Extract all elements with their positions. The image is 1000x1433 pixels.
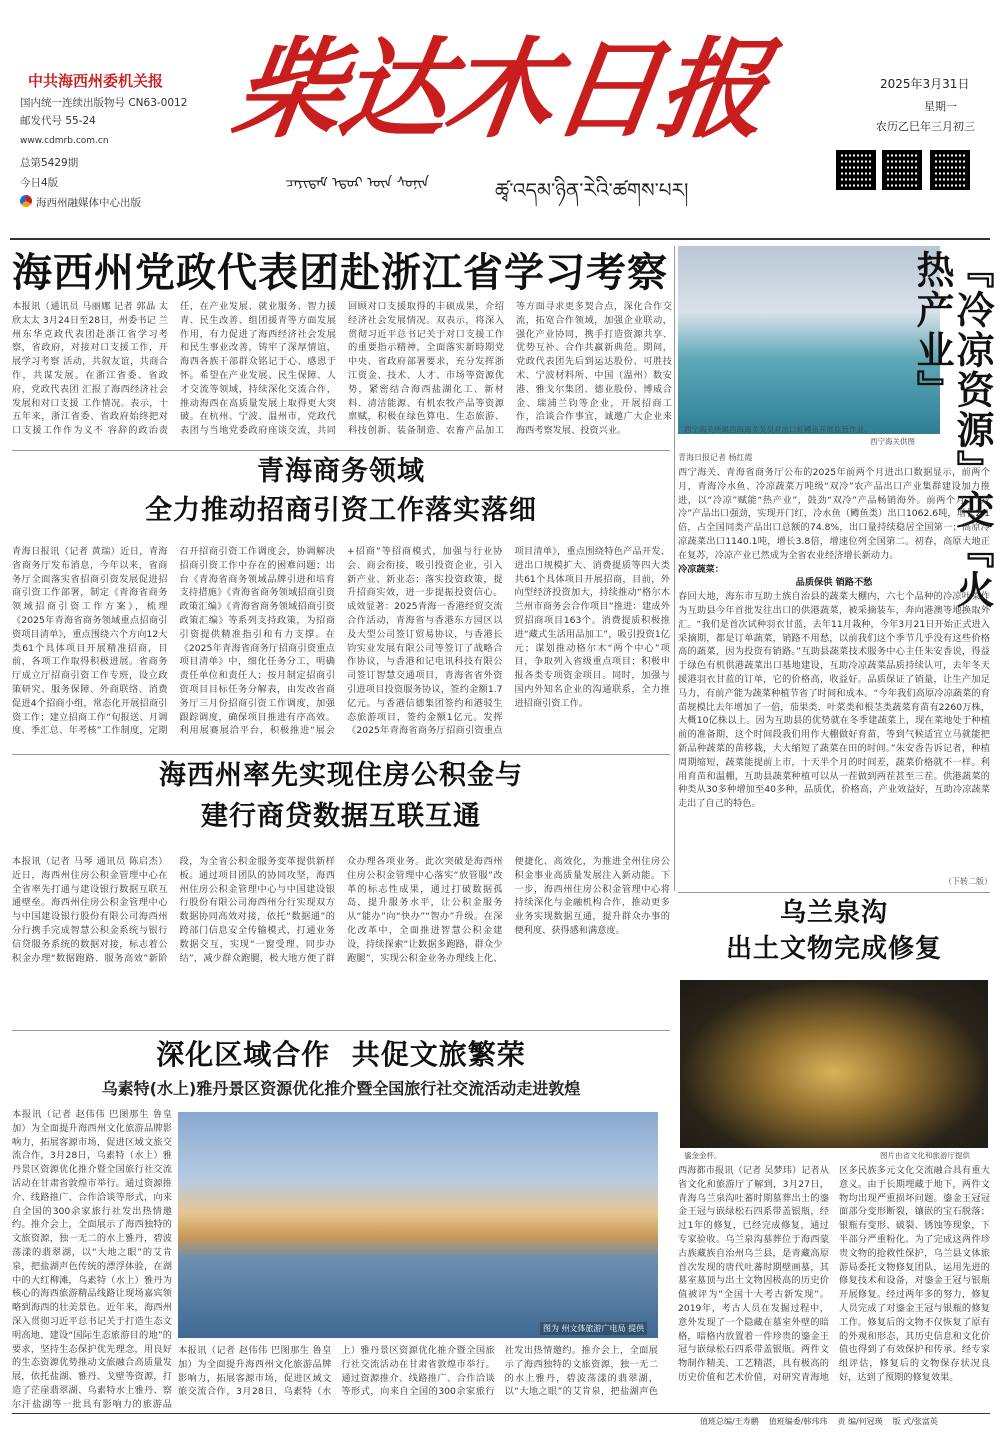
article3-headline-line2: 建行商贷数据互联互通 [201, 801, 481, 832]
qr-code-icon [836, 150, 876, 190]
article4-subheadline: 乌素特(水上)雅丹景区资源优化推介暨全国旅行社交流活动走进敦煌 [101, 1079, 581, 1098]
qr-code-icon [930, 150, 970, 190]
publisher: 海西州融媒体中心出版 [36, 197, 141, 209]
article4-headline: 深化区域合作 共促文旅繁荣 [156, 1038, 526, 1071]
photo2-credit: 图为 州文体旅游广电局 提供 [540, 1322, 647, 1335]
footer-editor-responsible: 责 编/何冠瑛 [837, 1417, 883, 1426]
col-divider [674, 246, 675, 891]
article1-headline: 海西州党政代表团赴浙江省学习考察 [12, 249, 668, 296]
tibetan-title: ཚྭ་འདམ་ཉིན་རེའི་ཚགས་པར། [495, 178, 689, 202]
website: www.cdmrb.com.cn [20, 136, 109, 146]
article5-body: 西海都市报讯（记者 吴梦玮）记者从省文化和旅游厅了解到，3月27日，青海乌兰泉沟吐蕃时期墓葬出土的鎏金王冠与嵌绿松石四系带盖银瓶，经过1年的修复，已经完成修复，通过专家验收。乌兰泉沟墓葬位于海西蒙古族藏族自治州乌兰县，是青藏高原首次发现的唐代吐蕃时期壁画墓，其墓室墓顶与出土文物因极高的历史价值被评为“全国十大考古新发现”。2019年，考古人员在发掘过程中，意外发现了一个隐藏在墓室外壁的暗格，暗格内放置着一件珍贵的鎏金王冠与嵌绿松石四系带盖银瓶。两件文物制作精美、工艺精湛，具有极高的历史价值和艺术价值，对研究青海地区多民族多元文化交流融合具有重大意义。由于长期埋藏于地下，两件文物均出现严重损坏问题。鎏金王冠冠面部分变形断裂，镶嵌的宝石脱落；银瓶有变形、破裂、锈蚀等现象，下半部分严重粉化。为了完成这两件珍贵文物的抢救性保护，乌兰县文体旅游局委托文物修复团队，运用先进的修复技术和设备，对鎏金王冠与银瓶开展修复。经过两年多的努力，修复人员完成了对鎏金王冠与银瓶的修复工作。修复后的文物不仅恢复了原有的外观和形态，其历史信息和文化价值也得到了有效保护和传承。经专家组评估，修复后的文物保存状况良好，达到了预期的修复效果。 [678, 1165, 990, 1383]
weekday: 星期一 [924, 100, 957, 113]
customs-photo [678, 246, 940, 434]
article3-headline-line1: 海西州率先实现住房公积金与 [159, 760, 523, 791]
qr-code-icon [882, 150, 922, 190]
coldwater-body [678, 466, 990, 876]
article2-body: 青海日报讯（记者 黄瑞）近日，青海省商务厅发布消息，今年以来，省商务厅全面落实省招商引资发展促进招商引资工作部署，制定《青海省商务领域招商引资工作方案》，梳理《2025年青海省商务领域重点招商引资项目清单》，重点围绕六个方向12大类61个具体项目开展精准招商，目前，各项工作取得积极进展。省商务厅成立厅招商引资工作专班，设立政策研究、服务保障、外商联络、消费促进4个招商小组，常态化开展招商引资工作；建立招商工作“旬报送、月调度、季汇总、年考核”工作制度，定期召开招商引资工作调度会，协调解决招商引资工作中存在的困难问题；出台《青海省商务领域品牌引进和培育支持措施》《青海省商务领域招商引资政策汇编》《青海省商务领域招商引资政策汇编》等系列支持政策，为招商引资提供精准指引和有力支撑。在《2025年青海省商务厅招商引资重点项目清单》中，细化任务分工，明确责任单位和责任人；按月制定招商引资项目目标任务分解表，由发改省商务厅三月份招商引资工作调度，加强跟踪调度，确保项目推进有序高效。利用展赛展洽平台，积极推进“展会+招商”等招商模式，加强与行业协会、商会衔接，吸引投资企业，引入新产业、新业态；落实投资政策，提升招商实效，进一步提振投资信心。成效显著：2025青海一香港经贸交流合作活动，青海省与香港东方园区以及大型公司签订贸易协议，与香港长钧实业发展有限公司等签订了战略合作协议，与香港和记电讯科技有限公司签订智慧交通项目，青海省省外资引进项目投资服务协议，签约金额1.7亿元。与香港信德集团签约和港驳生态旅游项目，签约金额1亿元。发挥《2025年青海省商务厅招商引资重点项目清单》，重点围绕特色产品开发、进出口规模扩大、消费提质等四大类共61个具体项目开展招商，目前，外向型经济投资加大，持续推动“格尔木兰州市商务会合作项目”推进：建成外贸招商项目163个。消费提质积极推进“藏式生活用品加工”，吸引投资1亿元；谋划推动格尔木“两个中心”项目，争取列入省级重点项目；积极申报各类专项资金项目。同时，加强与国内外知名企业的沟通联系，全力推进招商引资工作。 [12, 546, 670, 737]
footer-divider [12, 1413, 990, 1414]
coldwater-intro: 西宁海关、青海省商务厅公布的2025年前两个月进出口数据显示，前两个月，青海冷水鱼、冷凉蔬菜万吨级“双冷”农产品出口产业集群建设加力推进，以“冷凉”赋能“热产业”，鼓劲“双冷”产品畅销海外。前两个月，“双冷”产品出口强劲，实现开门红，冷水鱼（鳟鱼类）出口1062.6吨，增长2.1倍，占全国同类产品出口总额的74.8%，出口量持续稳居全国第一；高原冷凉蔬菜出口1140.1吨，增长3.8倍，增速位列全国第二。初春，高原大地正在复苏，冷凉产业已然成为全省农业经济增长新动力。 [678, 467, 990, 561]
continued-note: （下转二版） [944, 877, 992, 886]
footer-editor-layout: 版 式/张富英 [892, 1417, 938, 1426]
coldwater-subhead: 冷凉蔬菜： [678, 563, 724, 575]
footer-editor-board: 值班编委/韩玮玮 [768, 1417, 828, 1426]
mongolian-title: ᠴᠠᠶᠢᠳᠠᠮ ᠡᠳᠦᠷ ᠦᠨ ᠰᠣᠨᠢᠨ [285, 175, 430, 191]
masthead [0, 0, 1000, 238]
article2-headline-line1: 青海商务领域 [257, 456, 425, 487]
article1-body: 本报讯（通讯员 马丽娜 记者 郭晶 太 欣太太 3月24日至28日，州委书记 兰州东华克政代表团赴浙江省学习考察，省政府，对接对口支援工作，开展学习考察 活动，共叙友谊，共商合作，共谋发展。在浙江省委、省政府，党政代表团 汇报了海西经济社会发展和对口支援 工作情况。表示，十五年来，浙江省委、省政府始终把对口支援工作作为义不 容辞的政治责任，在产业发展、就业服务、智力援青、民生改善、组团援青等方面发展作用，有力促进了海西经济社会发展和民生事业改善，铸牢了深厚情谊，海西各族干部群众铭记于心、感恩于怀。希望在产业发展、民生保障、人才交流等领域，持续深化交流合作，推动海西在高质量发展上取得更大突破。在杭州、宁波、温州市，党政代表团与当地党委政府座谈交流，共同回顾对口支援取得的丰硕成果，介绍经济社会发展情况。双表示，将深入贯彻习近平总书记关于对口支援工作的重要指示精神，全面落实新時期党中央、省政府部署要求，充分发挥浙江资金、技术、人才、市场等资源优势，紧密结合海西盐湖化工、新材料、清洁能源、有机农牧产品等资源禀赋，积极在绿色算电、生态旅游、科技创新、装备制造、农畜产品加工等方面寻求更多契合点，深化合作交流，拓宽合作领域，加强企业联动，强化产业协同，携手打造资源共享、优势互补、合作共赢新典范。期间，党政代表团先后到运达股份、可胜技术、宁波材料所、中国（温州）数安港、雅戈尔集团、德业股份、博威合金、瑞浦兰钧等企业，开展招商工作，洽谈合作事宜，诚邀广大企业来海西考察发展、投资兴业。 [12, 301, 672, 437]
footer-editor-chief: 值班总编/王寿鹏 [700, 1417, 759, 1426]
coldwater-continued-text: 春回大地，海东市互助土族自治县的蔬菜大棚内，六七个品种的冷凉叶菜作为互助县今年首批发往出口的供港蔬菜，被采摘装车，奔向港澳等地换取外汇。“我们是首次试种羽衣甘蓝，去年11月栽种，今年3月21日开始正式进入采摘期，都是订单蔬菜，销路不用愁，以前我们这个季节几乎没有这些价格高的蔬菜，因为投资有销路。”互助县蔬菜技术服务中心主任朱安香说，得益于绿色有机供港蔬菜出口基地建设，互助冷凉蔬菜品质持续认可，去年冬天援港羽衣甘蓝的订单，它的价格高，收益好。品质保证了销量，让生产加足马力，有前产能为蔬菜种植节省了时间和成本。“今年我们高原冷凉蔬菜的育苗规模比去年增加了一倍，茄果类、叶菜类和根茎类蔬菜育苗有2260万株，大概10亿株以上。因为互助县的优势就在冬季建蔬菜上，现在菜地处于种植前的准备期，这个时间段我们用作大棚做好育苗，等到气候适宜立马就能把新品种蔬菜的苗移栽，大大缩短了蔬菜在田的时间。”朱安香告诉记者，种植周期缩短，蔬菜能提前上市，十天半个月的时间差，蔬菜价格就不一样。利用育苗和温棚，互助县蔬菜种植可以从一茬做到两茬甚至三茬。供港蔬菜的种类从30多种增加至40多种，品质优，价格高，产业效益好，互助冷凉蔬菜走出了自己的特色。 [678, 591, 990, 810]
article5-headline-line2: 出土文物完成修复 [725, 934, 942, 964]
section-divider [678, 892, 990, 893]
publisher-logo-icon [20, 195, 32, 207]
yadan-landscape-photo [178, 1112, 658, 1338]
gilt-cup-photo [680, 980, 988, 1148]
article2-headline-line2: 全力推动招商引资工作落实落细 [145, 495, 537, 526]
lunar-date: 农历乙巳年三月初三 [876, 120, 975, 133]
newspaper-title: 柴达木日报 [226, 27, 774, 153]
masthead-divider [10, 238, 990, 240]
pages-today: 今日4版 [20, 177, 59, 189]
photo1-credit: 西宁海关供图 [870, 437, 915, 446]
reporter-byline: 青海日报记者 杨红霞 [678, 453, 753, 462]
photo3-caption: 鎏金金杯。 [684, 1151, 722, 1160]
footer-editors [700, 1416, 990, 1427]
postal-code: 邮发代号 55-24 [20, 115, 96, 127]
article5-headline-line1: 乌兰泉沟 [779, 898, 888, 928]
article4-body-left: 本报讯（记者 赵伟伟 巴图那生 鲁皇 加）为全面提升海西州文化旅游品牌影响力，拓展客源市场，促进区域文旅交流合作，3月28日，乌素特（水上）雅丹景区资源优化推介暨全国旅行社交流活动在甘肃省敦煌市举行。通过资源推介、线路推广、合作洽谈等形式，向来自全国的300余家旅行社发出热情邀约。推介会上，全面展示了海西独特的文旅资源，独一无二的水上雅丹，碧波荡漾的翡翠湖，以“大地之眼”的艾肯泉，把盐湖声色传统的漂浮体验，在湖中的大红柳滩，乌素特（水上）雅丹为核心的海西旅游精品线路让现场嘉宾领略到海西的壮美景色。近年来，海西州深入贯彻习近平总书记关于打造生态文明高地、建设“国际生态旅游目的地”的要求，坚持生态保护优先理念，用良好的生态资源优势推动文旅融合高质量发展，依托盐湖、雅丹、戈壁等资源，打造了茫崖翡翠湖、乌素特水上雅丹、察尔汗盐湖等一批具有影响力的旅游品 [12, 1109, 172, 1410]
article4-body-bottom: 本报讯（记者 赵伟伟 巴图那生 鲁皇 加）为全面提升海西州文化旅游品牌影响力，拓展客源市场，促进区域文旅交流合作，3月28日，乌素特（水上）雅丹景区资源优化推介暨全国旅行社交流活动在甘肃省敦煌市举行。通过资源推介、线路推广、合作洽谈等形式，向来自全国的300余家旅行社发出热情邀约。推介会上，全面展示了海西独特的文旅资源，独一无二的水上雅丹，碧波荡漾的翡翠湖，以“大地之眼”的艾肯泉，把盐湖声色 [178, 1345, 658, 1398]
vertical-headline: 『冷凉资源』变『火热产业』 [910, 250, 995, 610]
photo1-caption: 西宁海关所属西海海关关员对出口虹鳟鱼开展监管作业。 [684, 425, 872, 434]
coldwater-subhead2: 品质保供 销路不愁 [795, 577, 873, 589]
article3-body: 本报讯（记者 马琴 通讯员 陈启杰）近日，海西州住房公积金管理中心在全省率先打通与建设银行数据互联互通壁垒。海西州住房公积金管理中心与中国建设银行股份有限公司海西州分行携手完成智慧公积金系统与银行信贷服务系统的数据对接，标志着公积金办理“数据跑路、服务高效”新阶段，为全省公积金服务变革提供新样板。通过项目团队的协同攻坚，海西州住房公积金管理中心与中国建设银行股份有限公司海西州分行实现双方数据协同高效对接，依托“数据通”的跨部门信息安全传输模式，打通业务数据交互，实现“一窗受理、同步办结”，减少群众跑腿，极大地方便了群众办理各项业务。此次突破是海西州住房公积金管理中心落实“放管服”改革的标志性成果，通过打破数据孤岛，提升服务水平，让公积金服务从“能办”向“快办”“智办”升级。在深化改革中，全面推进智慧公积金建设，持续探索“让数据多跑路，群众少跑腿”，实现公积金业务办理线上化、便捷化、高效化，为推进全州住房公积金事业高质量发展注入新动能。下一步，海西州住房公积金管理中心将持续深化与金融机构合作，推动更多业务实现数据互通，提升群众办事的便利度、获得感和满意度。 [12, 856, 670, 964]
issue-date: 2025年3月31日 [880, 77, 970, 91]
issue-total: 总第5429期 [20, 157, 79, 169]
section-divider [12, 1030, 670, 1031]
section-divider [12, 754, 670, 755]
photo3-credit: 图片由省文化和旅游厅提供 [880, 1151, 970, 1160]
cn-number: 国内统一连续出版物号 CN63-0012 [20, 97, 188, 109]
org-name: 中共海西州委机关报 [28, 72, 164, 90]
section-divider [12, 450, 670, 451]
